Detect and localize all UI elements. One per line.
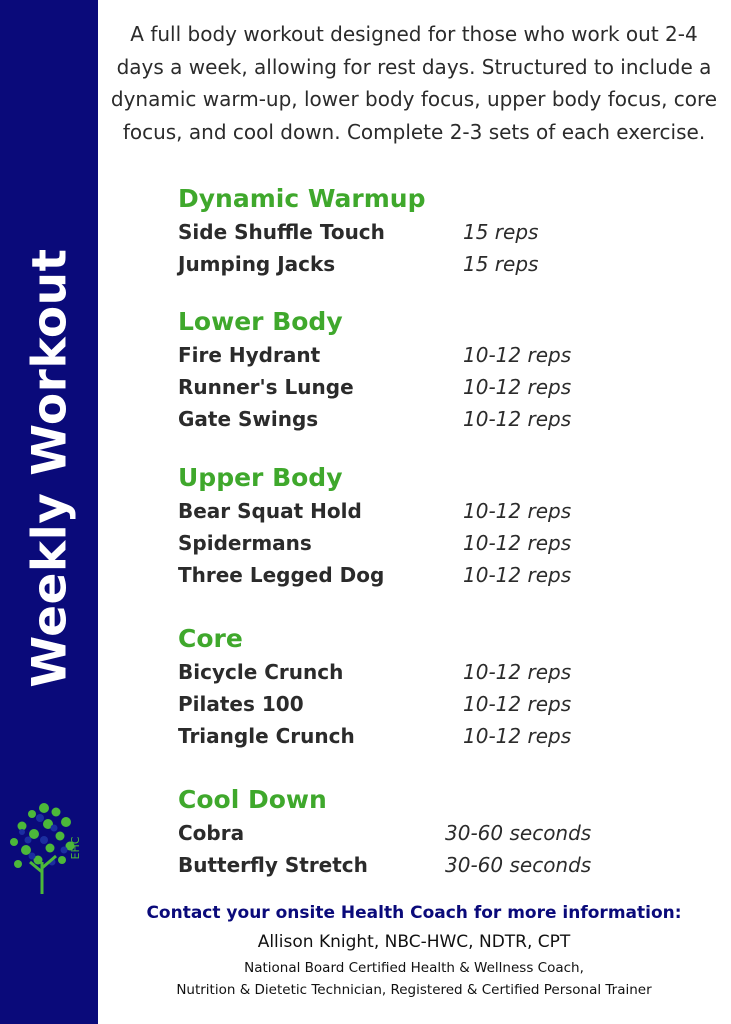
exercise-name: Butterfly Stretch [178, 853, 368, 877]
exercise-name: Cobra [178, 821, 245, 845]
list-item [178, 339, 698, 371]
section-title: Lower Body [178, 307, 343, 336]
exercise-value: 10-12 reps [463, 660, 572, 684]
exercise-value: 30-60 seconds [445, 853, 592, 877]
list-item [178, 371, 698, 403]
exercise-value: 10-12 reps [463, 375, 572, 399]
list-item [178, 495, 698, 527]
section-dynamic-warmup [178, 182, 698, 280]
list-item [178, 688, 698, 720]
section-upper-body [178, 461, 698, 591]
section-title: Upper Body [178, 463, 343, 492]
exercise-value: 10-12 reps [463, 499, 572, 523]
exercise-name: Bear Squat Hold [178, 499, 362, 523]
exercise-name: Three Legged Dog [178, 563, 385, 587]
list-item [178, 559, 698, 591]
section-cool-down [178, 783, 698, 881]
sidebar [0, 0, 98, 1024]
coach-credentials-line-2: Nutrition & Dietetic Technician, Registered & Certified Personal Trainer [176, 982, 652, 998]
exercise-value: 10-12 reps [463, 343, 572, 367]
list-item [178, 849, 698, 881]
section-lower-body [178, 305, 698, 435]
exercise-name: Runner's Lunge [178, 375, 354, 399]
sidebar-title: Weekly Workout [22, 248, 78, 688]
exercise-value: 30-60 seconds [445, 821, 592, 845]
section-core [178, 622, 698, 752]
exercise-name: Triangle Crunch [178, 724, 355, 748]
exercise-value: 15 reps [463, 220, 539, 244]
section-title: Cool Down [178, 785, 327, 814]
exercise-name: Bicycle Crunch [178, 660, 344, 684]
list-item [178, 527, 698, 559]
exercise-name: Side Shuffle Touch [178, 220, 385, 244]
contact-heading: Contact your onsite Health Coach for more information: [146, 903, 682, 923]
exercise-value: 10-12 reps [463, 563, 572, 587]
section-title: Dynamic Warmup [178, 184, 426, 213]
exercise-name: Jumping Jacks [178, 252, 336, 276]
exercise-value: 10-12 reps [463, 531, 572, 555]
list-item [178, 248, 698, 280]
ehc-tree-logo-icon [4, 798, 94, 894]
intro-paragraph: A full body workout designed for those who work out 2-4 days a week, allowing for rest days. Structured to include a dynamic warm-up, lower body focus, upper body focus, core focus, and cool down. Complete 2-3 sets of each exercise. [110, 22, 718, 144]
exercise-value: 10-12 reps [463, 692, 572, 716]
coach-name: Allison Knight, NBC-HWC, NDTR, CPT [257, 932, 571, 952]
exercise-value: 10-12 reps [463, 407, 572, 431]
logo-text: EHC [69, 836, 82, 860]
section-title: Core [178, 624, 243, 653]
list-item [178, 656, 698, 688]
exercise-name: Spidermans [178, 531, 312, 555]
exercise-name: Pilates 100 [178, 692, 304, 716]
exercise-value: 10-12 reps [463, 724, 572, 748]
exercise-value: 15 reps [463, 252, 539, 276]
list-item [178, 720, 698, 752]
coach-credentials-line-1: National Board Certified Health & Wellness Coach, [244, 960, 584, 976]
list-item [178, 216, 698, 248]
list-item [178, 817, 698, 849]
list-item [178, 403, 698, 435]
exercise-name: Gate Swings [178, 407, 319, 431]
exercise-name: Fire Hydrant [178, 343, 321, 367]
